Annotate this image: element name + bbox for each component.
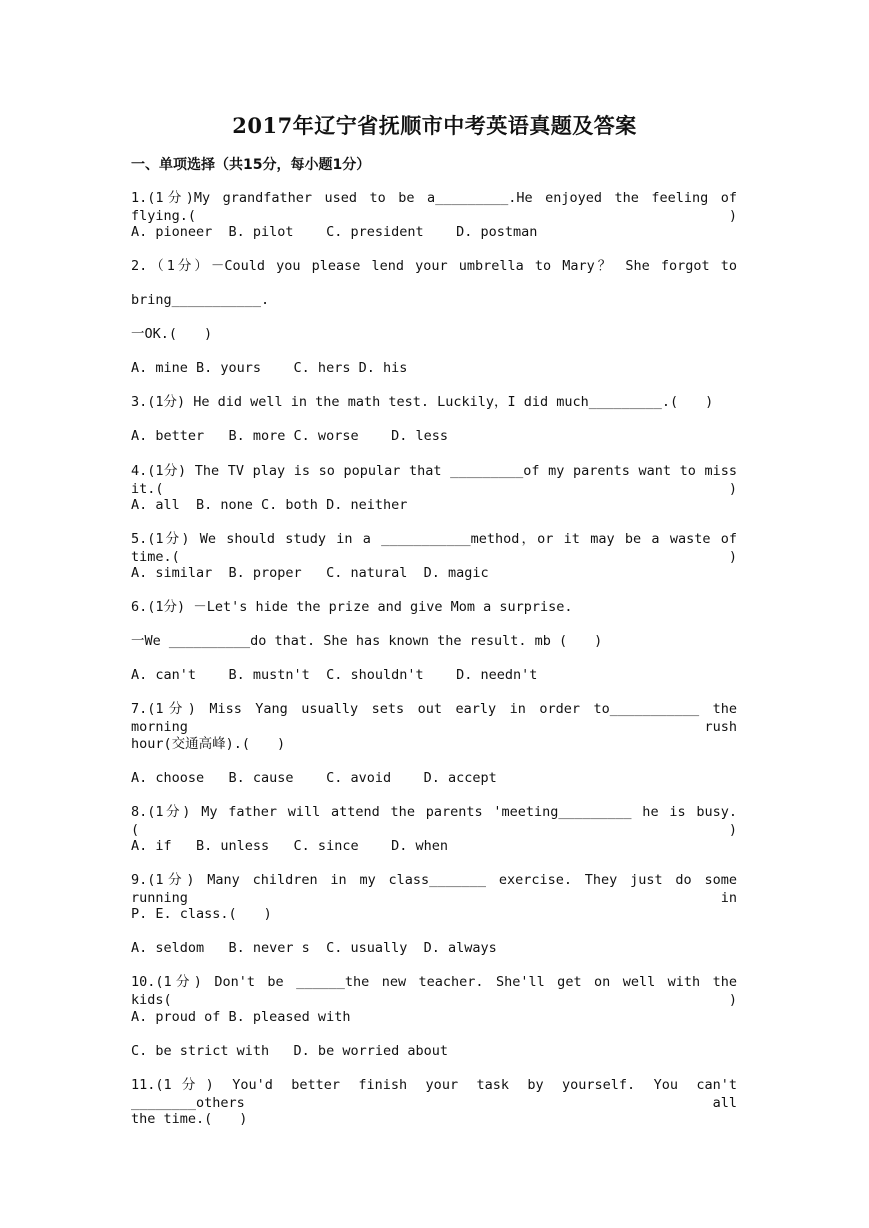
question-11-cont: the time.( ) [131,1111,248,1127]
document-title: 2017年辽宁省抚顺市中考英语真题及答案 [232,113,637,138]
options-5: A. similar B. proper C. natural D. magic [131,565,489,581]
question-2-reply: 一OK.( ) [131,326,213,342]
options-9: A. seldom B. never s C. usually D. always [131,940,497,956]
question-5: 5.(1分) We should study in a ___________method，or it may be a waste of time.( ) [131,531,737,565]
question-6: 6.(1分) －Let's hide the prize and give Mom a surprise. [131,599,573,615]
options-10-ab: A. proud of B. pleased with [131,1009,351,1025]
question-1: 1.(1分)My grandfather used to be a_________.He enjoyed the feeling of flying.( ) [131,190,737,224]
question-10: 10.(1分) Don't be ______the new teacher. She'll get on well with the kids( ) [131,974,737,1008]
section-heading: 一、单项选择（共15分，每小题1分） [131,157,371,173]
question-8: 8.(1分) My father will attend the parents 'meeting_________ he is busy.( ) [131,804,737,838]
options-4: A. all B. none C. both D. neither [131,497,408,513]
options-2: A. mine B. yours C. hers D. his [131,360,408,376]
question-9: 9.(1分) Many children in my class_______ exercise. They just do some running in [131,872,737,906]
options-10-cd: C. be strict with D. be worried about [131,1043,448,1059]
question-6-reply: 一We __________do that. She has known the result. mb ( ) [131,633,603,649]
question-2-cont: bring___________. [131,292,270,308]
options-6: A. can't B. mustn't C. shouldn't D. needn't [131,667,538,683]
options-7: A. choose B. cause C. avoid D. accept [131,770,497,786]
question-2: 2.（1分）－Could you please lend your umbrella to Mary？ She forgot to [131,258,737,274]
options-1: A. pioneer B. pilot C. president D. postman [131,224,538,240]
question-7-cont: hour(交通高峰).( ) [131,736,286,752]
question-11: 11.(1分) You'd better finish your task by yourself. You can't ________others all [131,1077,737,1111]
options-8: A. if B. unless C. since D. when [131,838,448,854]
question-7: 7.(1分) Miss Yang usually sets out early in order to___________ the morning rush [131,701,737,735]
options-3: A. better B. more C. worse D. less [131,428,448,444]
question-9-cont: P. E. class.( ) [131,906,272,922]
question-4: 4.(1分) The TV play is so popular that _________of my parents want to miss it.( ) [131,463,737,497]
question-3: 3.(1分) He did well in the math test. Luckily，I did much_________.( ) [131,394,714,410]
